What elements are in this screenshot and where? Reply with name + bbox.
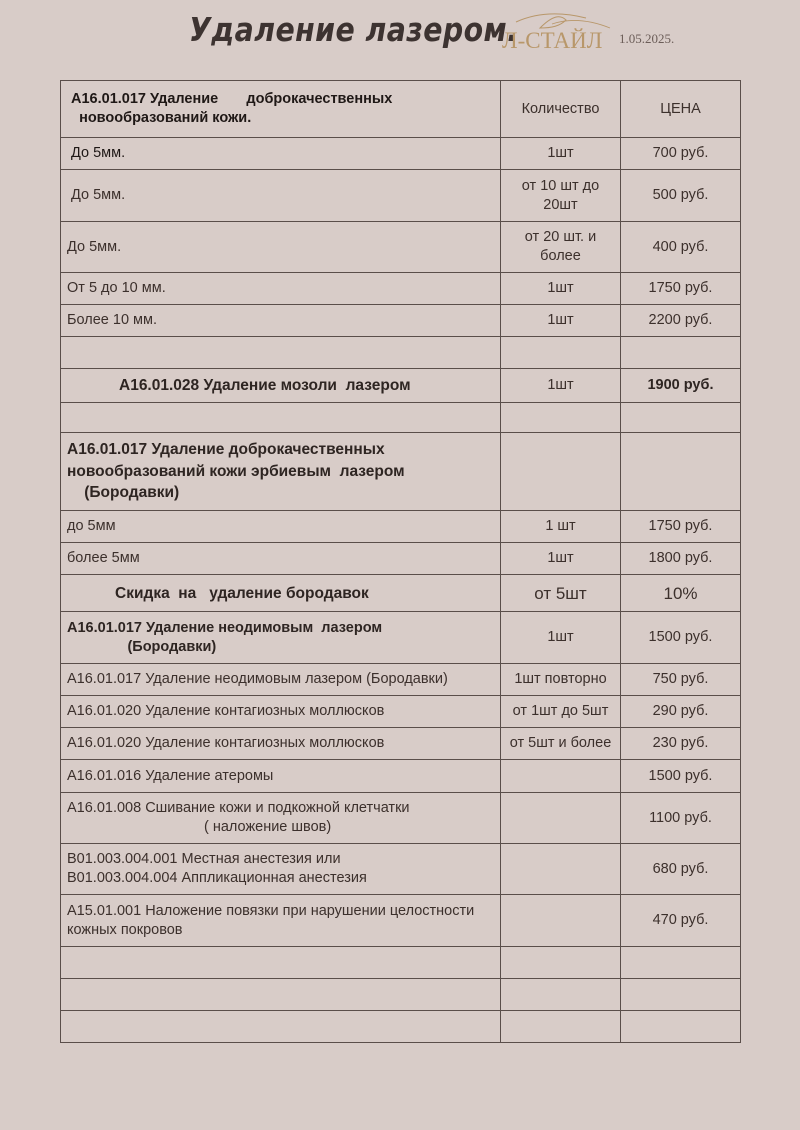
price-cell: 230 руб. (621, 728, 741, 760)
price-table (60, 80, 741, 1043)
price-cell: 1800 руб. (621, 543, 741, 575)
table-row (61, 305, 741, 337)
service-name-cell (61, 947, 501, 979)
price-cell: 470 руб. (621, 895, 741, 947)
table-row (61, 138, 741, 170)
service-name-cell (61, 511, 501, 543)
service-name-cell (61, 895, 501, 947)
service-name-cell (61, 543, 501, 575)
price-cell: 400 руб. (621, 222, 741, 273)
price-cell: 1500 руб. (621, 612, 741, 664)
qty-cell (501, 947, 621, 979)
table-row (61, 664, 741, 696)
qty-cell: 1шт (501, 138, 621, 170)
price-cell (621, 1011, 741, 1043)
service-name: A16.01.020 Удаление контагиозных моллюсков (67, 703, 385, 719)
qty-cell: 1шт (501, 369, 621, 403)
price-cell (621, 947, 741, 979)
service-name: A16.01.016 Удаление атеромы (67, 767, 274, 784)
service-name: От 5 до 10 мм. (67, 280, 166, 296)
price-cell (621, 403, 741, 433)
table-row (61, 543, 741, 575)
service-name-cell (61, 728, 501, 760)
qty-cell (501, 433, 621, 511)
price-cell: 680 руб. (621, 844, 741, 895)
price-cell: 1750 руб. (621, 511, 741, 543)
table-row (61, 895, 741, 947)
qty-cell: 1шт (501, 612, 621, 664)
service-name: A16.01.028 Удаление мозоли лазером (119, 377, 411, 394)
service-name-cell (61, 612, 501, 664)
empty-row (61, 979, 741, 1011)
table-row (61, 511, 741, 543)
qty-cell: от 10 шт до 20шт (501, 170, 621, 222)
service-name: Более 10 мм. (67, 312, 158, 328)
empty-row (61, 403, 741, 433)
table-header-row (61, 81, 741, 138)
qty-cell (501, 760, 621, 793)
service-name-cell (61, 433, 501, 511)
qty-cell (501, 403, 621, 433)
price-cell: 2200 руб. (621, 305, 741, 337)
service-name-cell (61, 403, 501, 433)
service-name: A16.01.017 Удаление неодимовым лазером (Бородавки) (67, 671, 448, 687)
service-name-cell (61, 844, 501, 895)
qty-cell: 1 шт (501, 511, 621, 543)
qty-cell (501, 844, 621, 895)
service-name: A15.01.001 Наложение повязки при нарушении целостности кожных покровов (67, 902, 475, 938)
service-name: Скидка на удаление бородавок (115, 584, 369, 602)
price-cell: 1900 руб. (621, 369, 741, 403)
price-cell: 290 руб. (621, 696, 741, 728)
qty-cell: 1шт (501, 273, 621, 305)
table-row (61, 273, 741, 305)
service-name-cell (61, 664, 501, 696)
price-cell (621, 979, 741, 1011)
price-cell: 500 руб. (621, 170, 741, 222)
price-cell (621, 433, 741, 511)
service-name: B01.003.004.001 Местная анестезия или B01.003.004.004 Аппликационная анестезия (67, 851, 367, 886)
price-cell: 1750 руб. (621, 273, 741, 305)
page-title: Удаление лазером. (189, 10, 519, 49)
page-header (0, 0, 800, 70)
price-cell: 1100 руб. (621, 793, 741, 844)
service-name-cell (61, 222, 501, 273)
qty-cell (501, 337, 621, 369)
header-service-cell (61, 81, 501, 138)
table-row (61, 612, 741, 664)
service-name: A16.01.020 Удаление контагиозных моллюсков (67, 735, 385, 751)
header-price-cell: ЦЕНА (621, 81, 741, 138)
service-name-cell (61, 793, 501, 844)
service-name-cell (61, 273, 501, 305)
brand-name: Л-СТАЙЛ (502, 28, 603, 53)
empty-row (61, 337, 741, 369)
table-row (61, 222, 741, 273)
service-name: A16.01.017 Удаление неодимовым лазером (Бородавки) (67, 619, 383, 655)
service-name: до 5мм (67, 518, 116, 534)
table-row (61, 728, 741, 760)
table-row (61, 793, 741, 844)
qty-cell: от 1шт до 5шт (501, 696, 621, 728)
service-name: До 5мм. (67, 238, 122, 255)
price-cell: 10% (621, 575, 741, 612)
service-name: A16.01.008 Сшивание кожи и подкожной клетчатки ( наложение швов) (67, 800, 410, 835)
qty-cell: 1шт (501, 543, 621, 575)
price-cell: 1500 руб. (621, 760, 741, 793)
qty-cell: от 5шт и более (501, 728, 621, 760)
qty-cell: от 20 шт. и более (501, 222, 621, 273)
qty-cell: от 5шт (501, 575, 621, 612)
brand-logo (500, 10, 616, 54)
service-name-cell (61, 305, 501, 337)
service-name-cell (61, 696, 501, 728)
service-name-cell (61, 760, 501, 793)
service-name-cell (61, 138, 501, 170)
service-name-cell (61, 1011, 501, 1043)
service-name: До 5мм. (71, 187, 126, 203)
service-name: более 5мм (67, 550, 140, 566)
empty-row (61, 947, 741, 979)
table-row (61, 844, 741, 895)
service-name-cell (61, 369, 501, 403)
table-row (61, 696, 741, 728)
header-qty-cell: Количество (501, 81, 621, 138)
table-row (61, 369, 741, 403)
discount-row (61, 575, 741, 612)
header-date: 1.05.2025. (619, 31, 675, 46)
header-service-name: A16.01.017 Удаление доброкачественных новообразований кожи. (71, 91, 393, 126)
empty-row (61, 1011, 741, 1043)
qty-cell (501, 979, 621, 1011)
price-cell (621, 337, 741, 369)
service-name-cell (61, 337, 501, 369)
qty-cell: 1шт повторно (501, 664, 621, 696)
section-row (61, 433, 741, 511)
table-row (61, 170, 741, 222)
qty-cell (501, 1011, 621, 1043)
service-name-cell (61, 575, 501, 612)
service-name-cell (61, 979, 501, 1011)
price-cell: 700 руб. (621, 138, 741, 170)
qty-cell (501, 895, 621, 947)
service-name: До 5мм. (71, 145, 126, 161)
service-name: A16.01.017 Удаление доброкачественных новообразований кожи эрбиевым лазером (Бородавки) (67, 441, 405, 502)
table-row (61, 760, 741, 793)
qty-cell: 1шт (501, 305, 621, 337)
qty-cell (501, 793, 621, 844)
price-cell: 750 руб. (621, 664, 741, 696)
service-name-cell (61, 170, 501, 222)
